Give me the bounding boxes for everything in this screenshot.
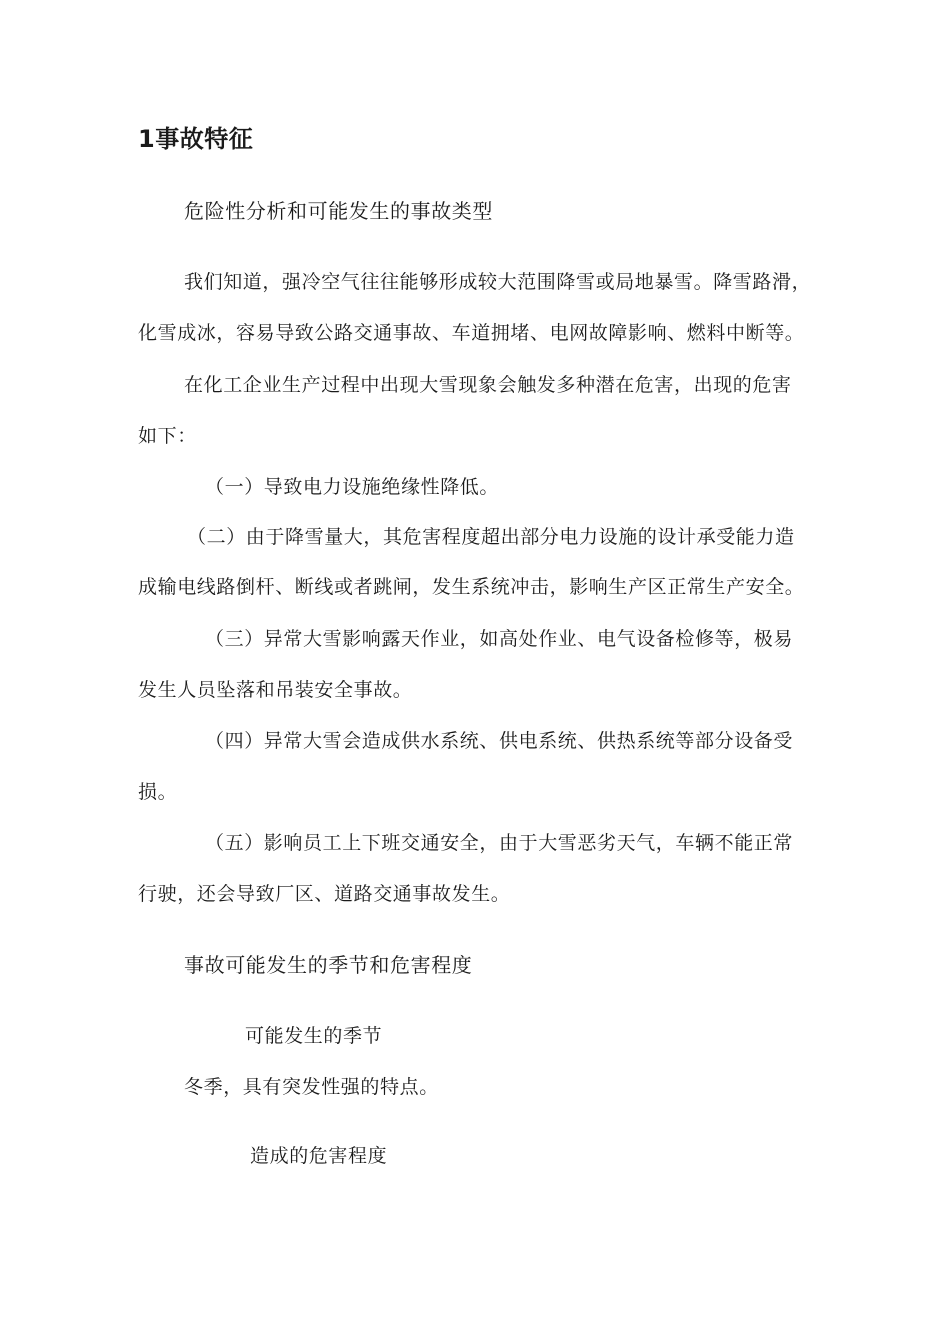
list-item: （五）影响员工上下班交通安全，由于大雪恶劣天气，车辆不能正常 — [205, 832, 794, 854]
list-item-continuation: 发生人员坠落和吊装安全事故。 — [138, 679, 413, 701]
section-title-season-severity: 事故可能发生的季节和危害程度 — [184, 953, 473, 977]
section-title-hazard-analysis: 危险性分析和可能发生的事故类型 — [184, 199, 493, 223]
paragraph-line: 冬季，具有突发性强的特点。 — [184, 1076, 439, 1098]
list-item: （四）异常大雪会造成供水系统、供电系统、供热系统等部分设备受 — [205, 730, 794, 752]
list-item: （二）由于降雪量大，其危害程度超出部分电力设施的设计承受能力造 — [187, 526, 795, 548]
list-item: （一）导致电力设施绝缘性降低。 — [205, 476, 500, 498]
chapter-heading: 1事故特征 — [138, 125, 254, 153]
paragraph-line: 化雪成冰，容易导致公路交通事故、车道拥堵、电网故障影响、燃料中断等。 — [138, 322, 805, 344]
paragraph-line: 在化工企业生产过程中出现大雪现象会触发多种潜在危害，出现的危害 — [184, 374, 792, 396]
list-item: （三）异常大雪影响露天作业，如高处作业、电气设备检修等，极易 — [205, 628, 794, 650]
paragraph-line: 如下： — [138, 425, 197, 447]
list-item-continuation: 行驶，还会导致厂区、道路交通事故发生。 — [138, 883, 511, 905]
list-item-continuation: 损。 — [138, 781, 178, 803]
paragraph-line: 我们知道，强冷空气往往能够形成较大范围降雪或局地暴雪。降雪路滑， — [184, 271, 812, 293]
subsection-title-severity: 造成的危害程度 — [250, 1145, 388, 1167]
list-item-continuation: 成输电线路倒杆、断线或者跳闸，发生系统冲击，影响生产区正常生产安全。 — [138, 576, 805, 598]
subsection-title-season: 可能发生的季节 — [245, 1025, 383, 1047]
